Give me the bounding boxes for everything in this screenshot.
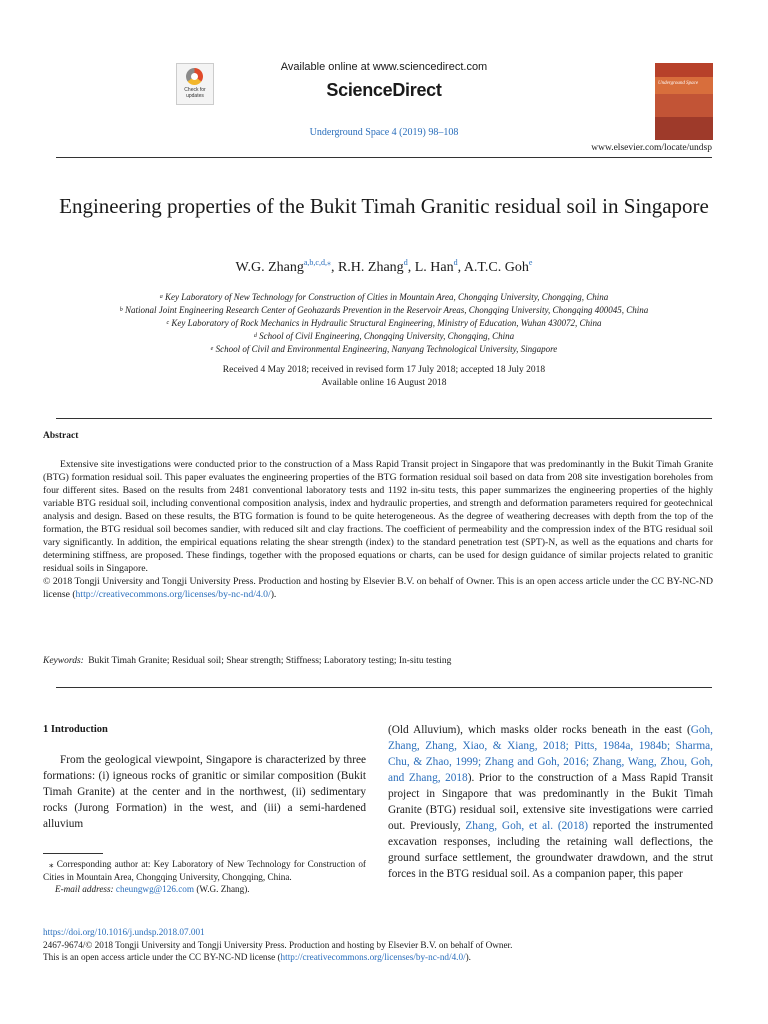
abstract-bottom-divider <box>56 687 712 688</box>
email-link[interactable]: cheungwg@126.com <box>115 884 195 894</box>
abstract-copyright: © 2018 Tongji University and Tongji University Press. Production and hosting by Elsevier B.V. on behalf of Owner. This is an open access article under the CC BY-NC-ND license (http://creativecommons.org/licenses/by-nc-nd/4.0/). <box>43 576 713 600</box>
cover-title: Underground Space <box>658 81 699 86</box>
abstract-text: Extensive site investigations were conducted prior to the construction of a Mass Rapid Transit project in Singapore that was predominantly in the Bukit Timah Granite (BTG) formation residual soil. This paper evaluates the engineering properties of the BTG formation residual soil based on data from 208 site investigation boreholes from four different sites. Based on the results from 2481 conventional laboratory tests and 1192 in-situ tests, this paper summarizes the engineering properties of the highly variable BTG residual soil, including conventional composition analysis, index and hydraulic properties, and strength and deformation parameters required for geotechnical analysis and design. Based on these results, the BTG formation is found to be quite heterogeneous. As the degree of weathering decreases with depth from the top of the formation, the BTG residual soil becomes sandier, with reduced silt and clay fractions. The coefficient of permeability and the compression index of the BTG residual soil vary significantly. In addition, the empirical equations relating the shear strength (index) to the standard penetration test (SPT)-N, as well as the equations and charts for determining stiffness, are proposed. These findings, together with the proposed equations or charts, can be used for design guidance of similar projects related to granitic residual soils in Singapore. <box>43 459 713 574</box>
affiliations <box>0 291 768 356</box>
affiliation: $^a$ Key Laboratory of New Technology for Construction of Cities in Mountain Area, Chongqing University, Chongqing, China <box>159 292 609 302</box>
article-footer <box>43 926 512 964</box>
sciencedirect-logo: ScienceDirect <box>326 80 442 100</box>
footer-license-link[interactable]: http://creativecommons.org/licenses/by-nc-nd/4.0/ <box>280 952 466 962</box>
journal-cover-image <box>655 63 713 140</box>
intro-left-column: From the geological viewpoint, Singapore is characterized by three formations: (i) igneous rocks of granitic or similar composition (Bukit Timah Granite) at the center and in the northwest, (ii) sedimentary rocks (Jurong Formation) in the west, and (iii) a semi-hardened alluvium <box>43 754 366 830</box>
footnote-divider <box>43 853 103 854</box>
license-link[interactable]: http://creativecommons.org/licenses/by-nc-nd/4.0/ <box>75 589 271 600</box>
received-dates: Received 4 May 2018; received in revised form 17 July 2018; accepted 18 July 2018 <box>222 365 546 375</box>
affiliation: $^d$ School of Civil Engineering, Chongqing University, Chongqing, China <box>253 331 515 341</box>
affiliation: $^e$ School of Civil and Environmental Engineering, Nanyang Technological University, Singapore <box>210 344 558 354</box>
available-date: Available online 16 August 2018 <box>321 377 447 388</box>
author-list: W.G. Zhang$^{a,b,c,d,⁎}$, R.H. Zhang$^d$, L. Han$^d$, A.T.C. Goh$^e$ <box>235 258 533 275</box>
badge-text: Check for updates <box>184 87 206 99</box>
header-divider <box>56 157 712 158</box>
keywords-list: Bukit Timah Granite; Residual soil; Shear strength; Stiffness; Laboratory testing; In-situ testing <box>88 656 452 666</box>
doi-link[interactable]: https://doi.org/10.1016/j.undsp.2018.07.001 <box>43 927 205 937</box>
author-affil-sup[interactable]: d <box>453 258 458 267</box>
abstract-heading: Abstract <box>43 431 79 441</box>
author-name[interactable]: R.H. Zhang <box>337 260 404 275</box>
article-title: Engineering properties of the Bukit Timah Granitic residual soil in Singapore <box>59 194 709 218</box>
keywords-label: Keywords: <box>43 656 84 666</box>
keywords <box>43 656 451 666</box>
abstract-body <box>43 458 713 601</box>
citation-link[interactable]: Goh, Zhang, Zhang, Xiao, & Xiang, 2018; Pitts, 1984a, 1984b; Sharma, Chu, & Zhao, 1999; Zhang and Goh, 2016; Zhang, Wang, Zhou, Goh, and Zhang, 2018 <box>388 724 713 784</box>
citation-link[interactable]: Zhang, Goh, et al. (2018) <box>465 820 589 832</box>
intro-right-column: (Old Alluvium), which masks older rocks beneath in the east (Goh, Zhang, Zhang, Xiao, & Xiang, 2018; Pitts, 1984a, 1984b; Sharma, Chu, & Zhao, 1999; Zhang and Goh, 2016; Zhang, Wang, Zhou, Goh, and Zhang, 2018). Prior to the construction of a Mass Rapid Transit project in Singapore that was predominantly in the Bukit Timah Granite (BTG) residual soil, extensive site investigations were carried out. Previously, Zhang, Goh, et al. (2018) reported the instrumented excavation responses, including the retaining wall deflections, the ground surface settlement, the groundwater drawdown, and the strut forces in the BTG residual soil. As a companion paper, this paper <box>388 724 713 880</box>
journal-url[interactable]: www.elsevier.com/locate/undsp <box>591 143 712 153</box>
author-name[interactable]: W.G. Zhang <box>235 260 304 275</box>
issn-line: 2467-9674/© 2018 Tongji University and Tongji University Press. Production and hosting by Elsevier B.V. on behalf of Owner. <box>43 939 513 950</box>
affiliation: $^c$ Key Laboratory of Rock Mechanics in Hydraulic Structural Engineering, Ministry of Education, Wuhan 430072, China <box>166 318 602 328</box>
license-line: This is an open access article under the CC BY-NC-ND license (http://creativecommons.org/licenses/by-nc-nd/4.0/). <box>43 952 471 962</box>
affiliation: $^b$ National Joint Engineering Research Center of Geohazards Prevention in the Reservoir Areas, Chongqing University, Chongqing 400045, China <box>119 305 649 315</box>
corresponding-author-footnote: ⁎ Corresponding author at: Key Laboratory of New Technology for Construction of Cities in Mountain Area, Chongqing University, Chongqing, China. E-mail address: cheungwg@126.com (W.G. Zhang). <box>43 859 366 894</box>
abstract-top-divider <box>56 418 712 419</box>
available-online-text: Available online at www.sciencedirect.com <box>280 61 488 73</box>
author-name[interactable]: L. Han <box>414 260 454 275</box>
author-name[interactable]: A.T.C. Goh <box>463 260 529 275</box>
section-heading-introduction: 1 Introduction <box>43 724 108 735</box>
journal-reference-link[interactable]: Underground Space 4 (2019) 98–108 <box>309 127 459 138</box>
author-affil-sup[interactable]: e <box>528 258 533 267</box>
author-affil-sup[interactable]: a,b,c,d,⁎ <box>303 258 331 267</box>
author-affil-sup[interactable]: d <box>403 258 408 267</box>
article-dates <box>0 364 768 389</box>
